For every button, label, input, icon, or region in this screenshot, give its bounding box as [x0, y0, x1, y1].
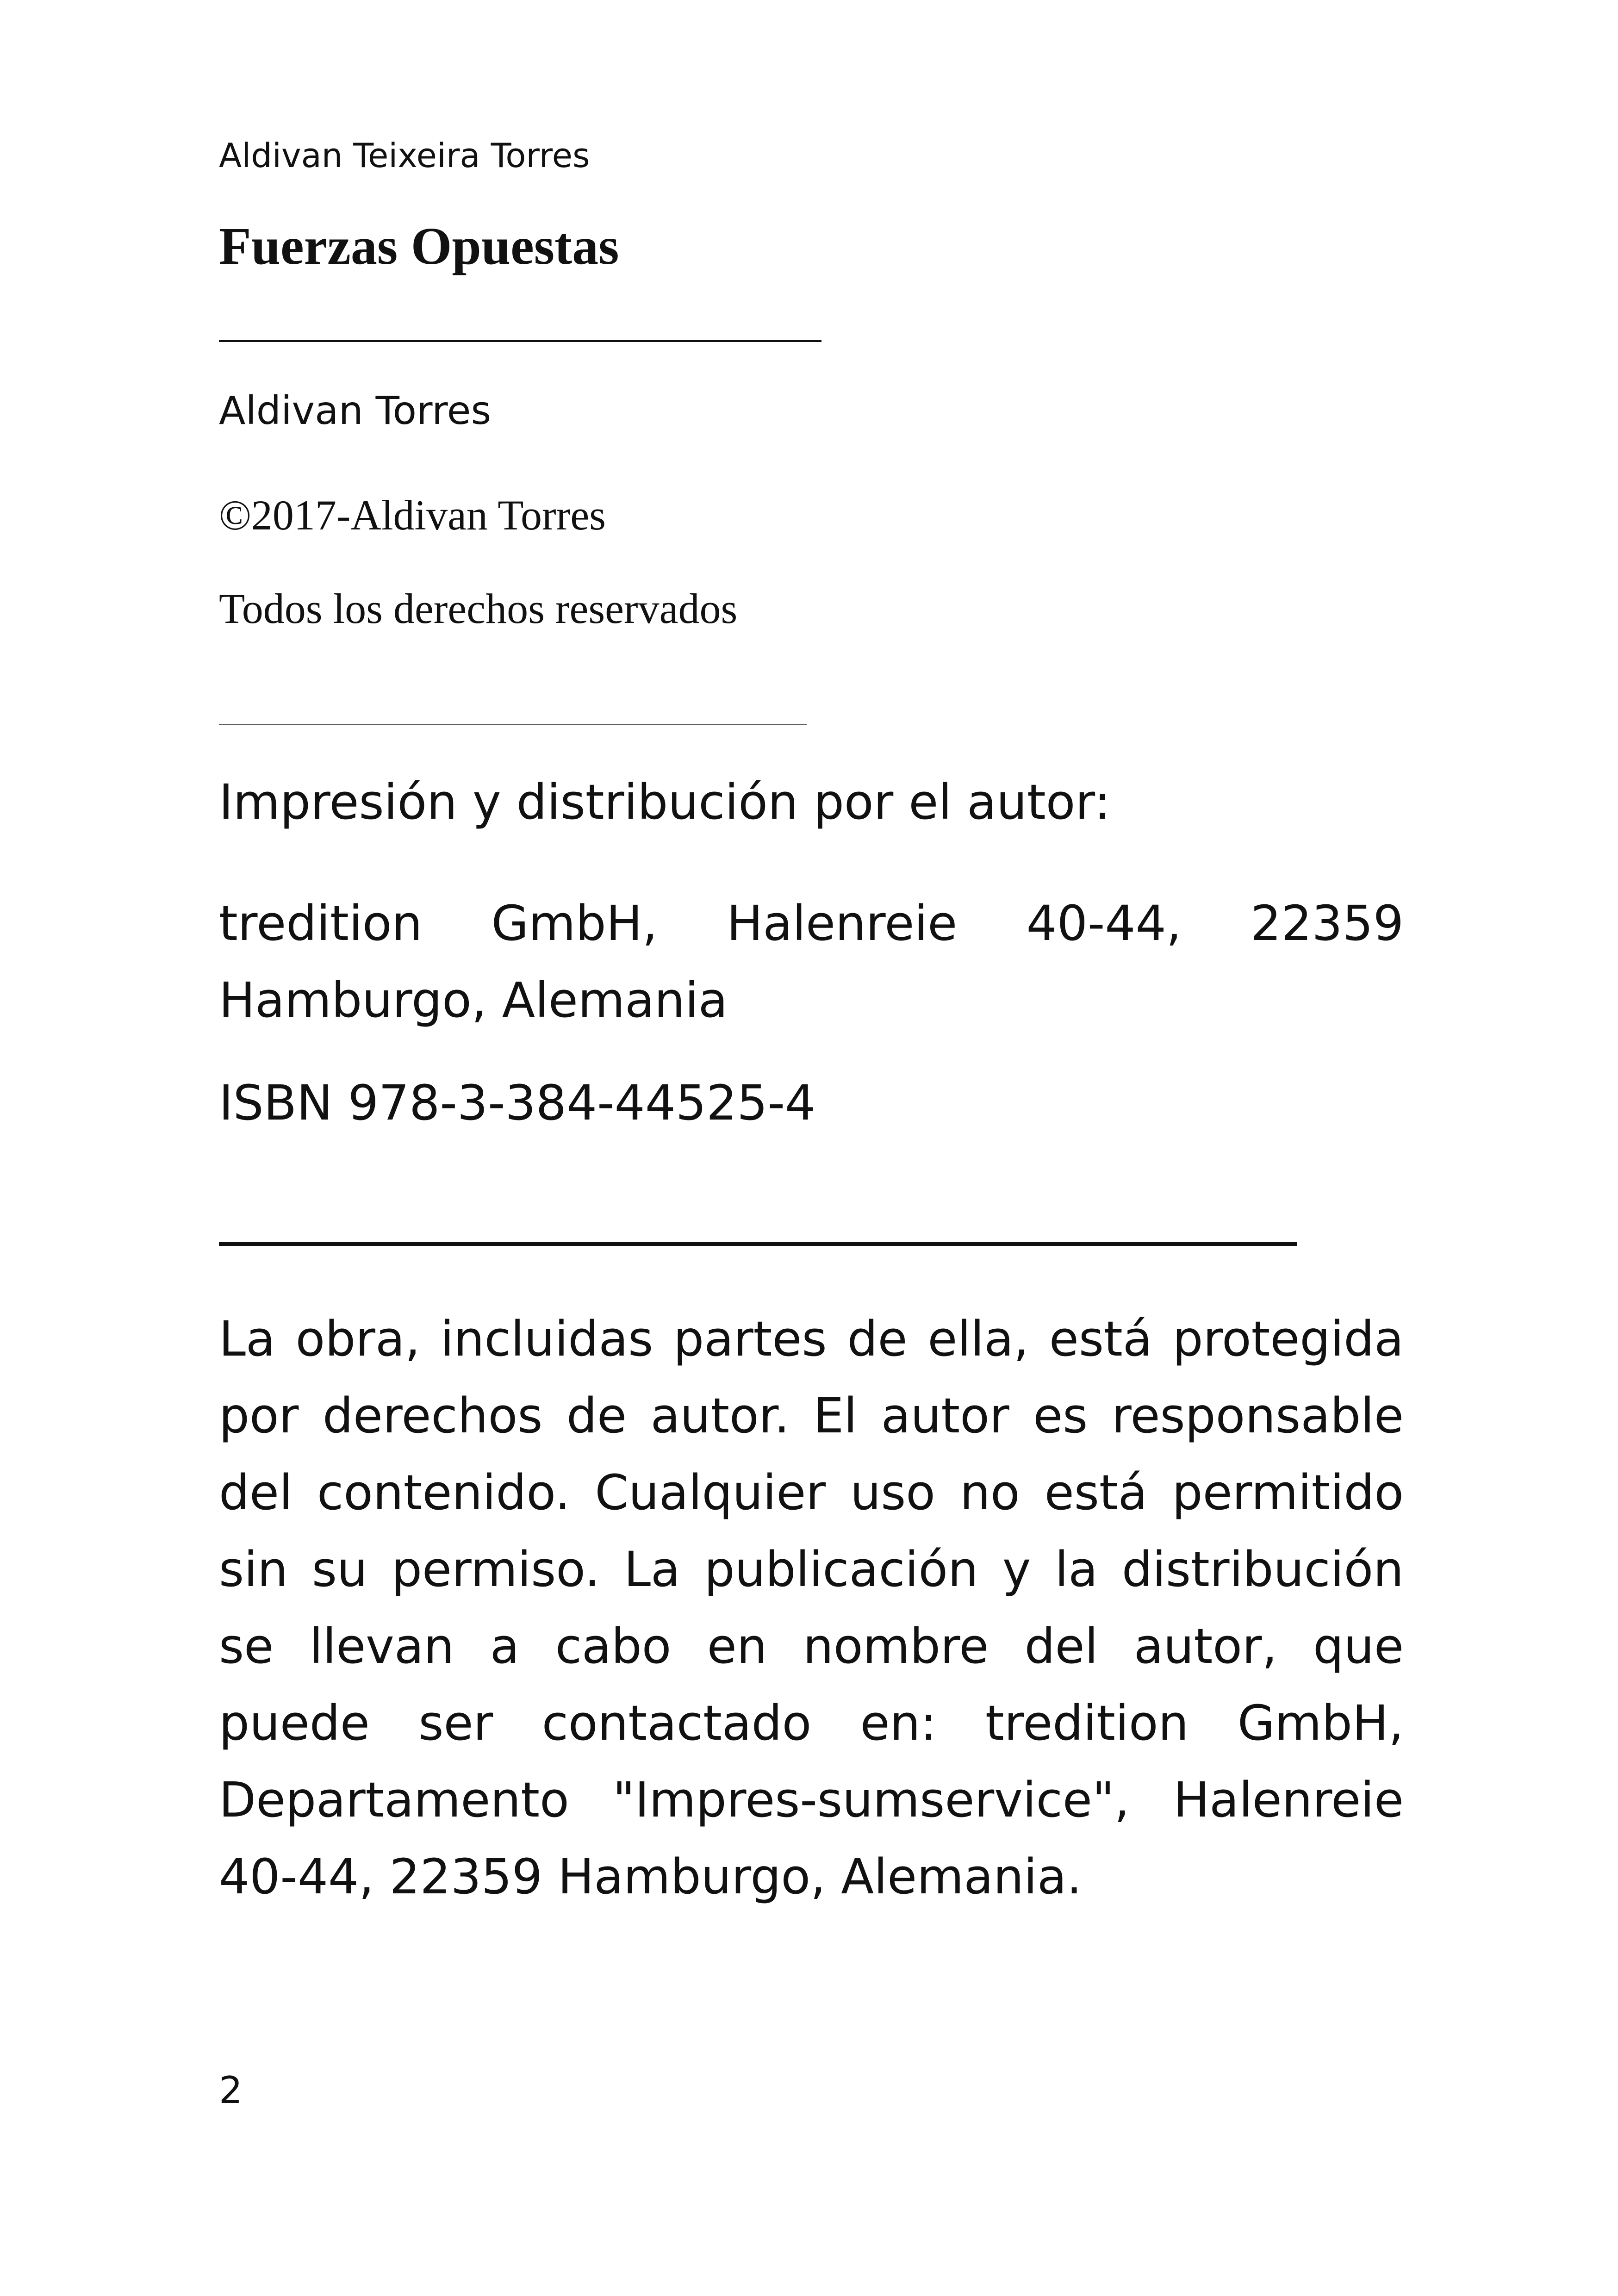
divider-line — [219, 340, 821, 342]
divider-line — [219, 724, 807, 725]
publisher-address: tredition GmbH, Halenreie 40-44, 22359 Hamburgo, Alemania — [219, 895, 1404, 1028]
copyright-line: ©2017-Aldivan Torres — [219, 492, 606, 539]
author-full-name: Aldivan Teixeira Torres — [219, 136, 590, 175]
book-title: Fuerzas Opuestas — [219, 217, 619, 275]
page-number: 2 — [219, 2069, 243, 2112]
printing-label: Impresión y distribución por el autor: — [219, 774, 1111, 830]
divider-line — [219, 1242, 1297, 1246]
rights-reserved-line: Todos los derechos reservados — [219, 585, 738, 632]
legal-notice: La obra, incluidas partes de ella, está protegida por derechos de autor. El autor es responsable del contenido. Cualquier uso no está permitido sin su permiso. La publicación y la distribución se llevan a cabo en nombre del autor, que puede ser contactado en: tredition GmbH, Departamento "Impres-sumservice", Halenreie 40-44, 22359 Hamburgo, Alemania. — [219, 1311, 1404, 1905]
isbn-line: ISBN 978-3-384-44525-4 — [219, 1075, 816, 1131]
author-short-name: Aldivan Torres — [219, 388, 492, 433]
